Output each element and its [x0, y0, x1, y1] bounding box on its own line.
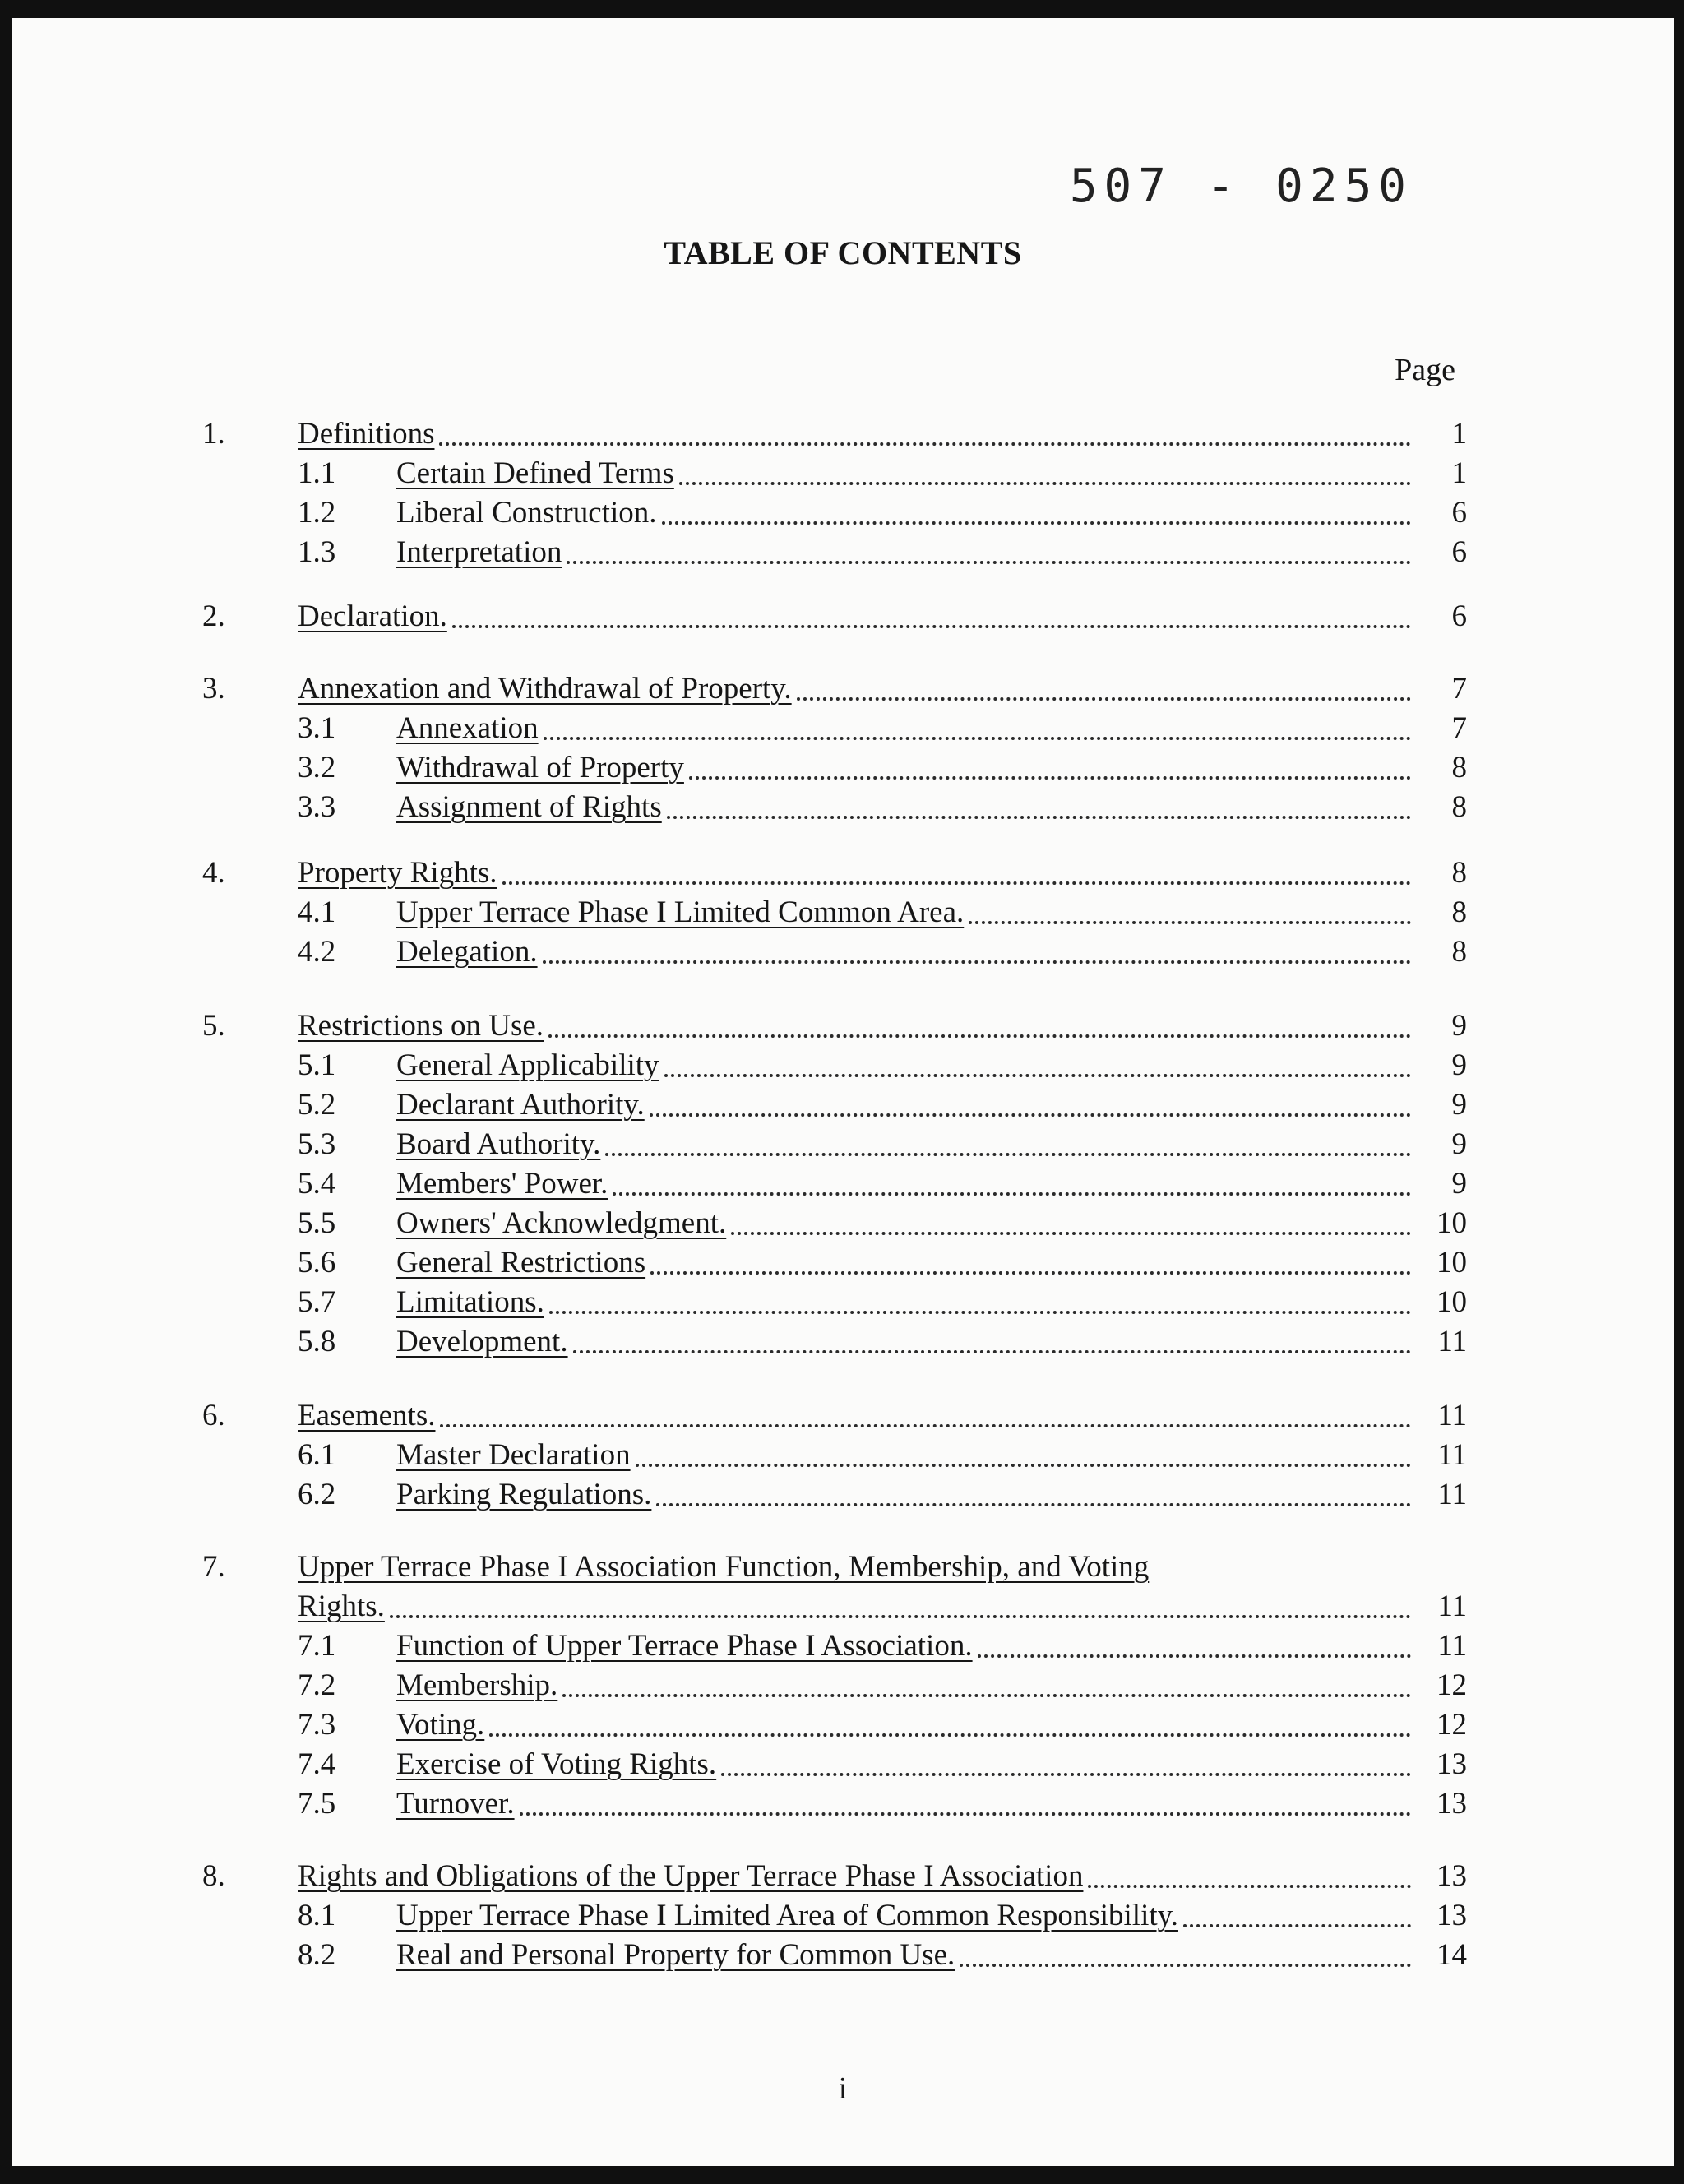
toc-leader-dots [679, 482, 1411, 485]
toc-section-number: 3.2 [298, 751, 336, 784]
toc-page-number: 8 [1451, 751, 1467, 784]
document-page [12, 18, 1674, 2166]
toc-entry-title[interactable]: Voting. [396, 1708, 485, 1742]
toc-row [12, 1125, 1674, 1164]
toc-row [12, 1784, 1674, 1824]
toc-leader-dots [1183, 1924, 1411, 1927]
toc-entry-title[interactable]: Interpretation [396, 535, 562, 569]
toc-section-number: 1.2 [298, 496, 336, 530]
toc-entry-title[interactable]: Limitations. [396, 1285, 544, 1319]
toc-page-number: 11 [1437, 1589, 1467, 1623]
toc-section-number: 5.5 [298, 1206, 336, 1240]
toc-row [12, 1745, 1674, 1784]
toc-leader-dots [731, 1232, 1411, 1235]
toc-leader-dots [390, 1615, 1411, 1618]
toc-entry-title[interactable]: Parking Regulations. [396, 1478, 652, 1511]
toc-entry-title[interactable]: Exercise of Voting Rights. [396, 1747, 717, 1781]
toc-entry-title[interactable]: Members' Power. [396, 1167, 608, 1201]
toc-leader-dots [613, 1192, 1411, 1196]
toc-leader-dots [797, 697, 1411, 701]
toc-row [12, 1896, 1674, 1936]
page-number-footer: i [838, 2071, 848, 2106]
toc-page-number: 7 [1451, 711, 1467, 745]
toc-leader-dots [650, 1113, 1411, 1117]
toc-row [12, 533, 1674, 572]
toc-row [12, 1666, 1674, 1705]
toc-entry-title[interactable]: Real and Personal Property for Common Use. [396, 1938, 955, 1972]
toc-row [12, 454, 1674, 493]
toc-row [12, 1936, 1674, 1975]
toc-entry-title[interactable]: Certain Defined Terms [396, 456, 674, 490]
toc-entry-title[interactable]: Owners' Acknowledgment. [396, 1206, 727, 1240]
toc-page-number: 1 [1451, 417, 1467, 451]
toc-leader-dots [605, 1153, 1411, 1156]
toc-entry-title[interactable]: Upper Terrace Phase I Limited Area of Common Responsibility. [396, 1899, 1178, 1932]
toc-leader-dots [549, 1311, 1411, 1314]
toc-row [12, 1705, 1674, 1745]
toc-leader-dots [662, 521, 1412, 525]
toc-page-number: 10 [1436, 1285, 1467, 1319]
toc-row [12, 854, 1674, 893]
toc-section-number: 7.4 [298, 1747, 336, 1781]
toc-leader-dots [664, 1074, 1411, 1077]
toc-leader-dots [543, 960, 1411, 964]
toc-section-number: 6.1 [298, 1438, 336, 1472]
toc-leader-dots [969, 921, 1411, 924]
toc-page-number: 9 [1451, 1048, 1467, 1082]
toc-page-number: 14 [1436, 1938, 1467, 1972]
toc-leader-dots [489, 1733, 1411, 1737]
toc-row [12, 1283, 1674, 1322]
toc-entry-title[interactable]: General Applicability [396, 1048, 659, 1082]
toc-section-number: 5.1 [298, 1048, 336, 1082]
toc-page-number: 8 [1451, 790, 1467, 824]
toc-entry-title[interactable]: Definitions [298, 417, 435, 451]
toc-row [12, 1164, 1674, 1204]
toc-page-number: 10 [1436, 1206, 1467, 1240]
toc-page-number: 8 [1451, 935, 1467, 969]
table-of-contents [12, 18, 1674, 2166]
toc-section-number: 1.3 [298, 535, 336, 569]
toc-section-number: 5.2 [298, 1088, 336, 1122]
toc-section-number: 6.2 [298, 1478, 336, 1511]
toc-row [12, 669, 1674, 709]
toc-entry-title[interactable]: Liberal Construction. [396, 496, 657, 530]
toc-leader-dots [656, 1503, 1411, 1506]
toc-page-number: 9 [1451, 1127, 1467, 1161]
toc-leader-dots [567, 561, 1411, 564]
toc-row [12, 597, 1674, 636]
toc-leader-dots [960, 1964, 1411, 1967]
toc-page-number: 1 [1451, 456, 1467, 490]
toc-page-number: 12 [1436, 1668, 1467, 1702]
toc-section-number: 3. [202, 672, 225, 706]
toc-leader-dots [439, 442, 1411, 446]
toc-row [12, 1396, 1674, 1436]
toc-leader-dots [573, 1350, 1411, 1353]
toc-leader-dots [502, 881, 1411, 885]
toc-page-number: 9 [1451, 1088, 1467, 1122]
toc-entry-title[interactable]: Function of Upper Terrace Phase I Association. [396, 1629, 973, 1663]
toc-section-number: 5.3 [298, 1127, 336, 1161]
toc-section-number: 1.1 [298, 456, 336, 490]
toc-row [12, 1085, 1674, 1125]
toc-leader-dots [689, 776, 1411, 780]
toc-entry-title[interactable]: General Restrictions [396, 1246, 646, 1279]
toc-page-number: 11 [1437, 1325, 1467, 1358]
toc-page-number: 11 [1437, 1438, 1467, 1472]
toc-section-number: 5.8 [298, 1325, 336, 1358]
toc-entry-title[interactable]: Membership. [396, 1668, 558, 1702]
toc-entry-title[interactable]: Rights. [298, 1589, 385, 1623]
toc-row [12, 414, 1674, 454]
toc-section-number: 3.1 [298, 711, 336, 745]
toc-row [12, 932, 1674, 972]
toc-section-number: 2. [202, 599, 225, 633]
toc-section-number: 3.3 [298, 790, 336, 824]
toc-entry-title[interactable]: Upper Terrace Phase I Limited Common Area. [396, 895, 965, 929]
toc-row [12, 1475, 1674, 1515]
toc-leader-dots [667, 816, 1411, 819]
toc-entry-title[interactable]: Development. [396, 1325, 568, 1358]
toc-section-number: 4.2 [298, 935, 336, 969]
toc-entry-title[interactable]: Assignment of Rights [396, 790, 662, 824]
toc-page-number: 13 [1436, 1787, 1467, 1821]
document-stamp-number: 507 - 0250 [1069, 160, 1413, 213]
page-column-header: Page [1395, 353, 1455, 387]
toc-section-number: 7.5 [298, 1787, 336, 1821]
page-title: TABLE OF CONTENTS [664, 234, 1022, 271]
toc-section-number: 5.6 [298, 1246, 336, 1279]
toc-section-number: 4.1 [298, 895, 336, 929]
toc-section-number: 7.2 [298, 1668, 336, 1702]
toc-leader-dots [636, 1464, 1411, 1467]
toc-page-number: 10 [1436, 1246, 1467, 1279]
toc-page-number: 11 [1437, 1399, 1467, 1432]
toc-entry-title[interactable]: Withdrawal of Property [396, 751, 684, 784]
toc-row [12, 1006, 1674, 1046]
toc-section-number: 1. [202, 417, 225, 451]
toc-leader-dots [650, 1271, 1411, 1275]
toc-entry-title[interactable]: Delegation. [396, 935, 538, 969]
toc-section-number: 7. [202, 1550, 225, 1584]
toc-row [12, 1046, 1674, 1085]
toc-page-number: 12 [1436, 1708, 1467, 1742]
toc-page-number: 13 [1436, 1899, 1467, 1932]
toc-section-number: 5.4 [298, 1167, 336, 1201]
toc-row [12, 493, 1674, 533]
toc-section-number: 4. [202, 856, 225, 890]
toc-page-number: 8 [1451, 895, 1467, 929]
toc-entry-title[interactable]: Annexation [396, 711, 539, 745]
toc-leader-dots [440, 1424, 1411, 1427]
toc-page-number: 13 [1436, 1859, 1467, 1893]
toc-row [12, 788, 1674, 827]
toc-leader-dots [562, 1694, 1411, 1697]
toc-page-number: 9 [1451, 1009, 1467, 1043]
toc-row [12, 1204, 1674, 1243]
toc-row [12, 1626, 1674, 1666]
toc-page-number: 11 [1437, 1478, 1467, 1511]
toc-entry-title[interactable]: Turnover. [396, 1787, 515, 1821]
toc-leader-dots [452, 625, 1411, 628]
toc-section-number: 5. [202, 1009, 225, 1043]
toc-page-number: 13 [1436, 1747, 1467, 1781]
toc-entry-title[interactable]: Annexation and Withdrawal of Property. [298, 672, 792, 706]
toc-page-number: 6 [1451, 496, 1467, 530]
toc-page-number: 11 [1437, 1629, 1467, 1663]
toc-entry-title-line1[interactable]: Upper Terrace Phase I Association Function, Membership, and Voting [298, 1550, 1150, 1584]
toc-entry-title[interactable]: Board Authority. [396, 1127, 601, 1161]
toc-section-number: 6. [202, 1399, 225, 1432]
toc-entry-title[interactable]: Property Rights. [298, 856, 497, 890]
toc-row [12, 1436, 1674, 1475]
toc-page-number: 9 [1451, 1167, 1467, 1201]
toc-section-number: 8. [202, 1859, 225, 1893]
toc-row [12, 893, 1674, 932]
toc-row [12, 1857, 1674, 1896]
toc-entry-title[interactable]: Rights and Obligations of the Upper Terrace Phase I Association [298, 1859, 1084, 1893]
toc-section-number: 7.1 [298, 1629, 336, 1663]
toc-section-number: 8.1 [298, 1899, 336, 1932]
toc-page-number: 6 [1451, 599, 1467, 633]
toc-entry-title[interactable]: Master Declaration [396, 1438, 631, 1472]
toc-entry-title[interactable]: Declarant Authority. [396, 1088, 645, 1122]
toc-page-number: 6 [1451, 535, 1467, 569]
toc-page-number: 8 [1451, 856, 1467, 890]
toc-row [12, 1322, 1674, 1362]
toc-row [12, 709, 1674, 748]
toc-section-number: 7.3 [298, 1708, 336, 1742]
toc-leader-dots [978, 1654, 1411, 1658]
toc-leader-dots [721, 1773, 1411, 1776]
toc-row [12, 1243, 1674, 1283]
toc-section-number: 5.7 [298, 1285, 336, 1319]
toc-leader-dots [544, 737, 1411, 740]
toc-entry-title[interactable]: Declaration. [298, 599, 447, 633]
toc-row [12, 748, 1674, 788]
toc-leader-dots [520, 1812, 1411, 1816]
toc-leader-dots [1088, 1885, 1411, 1888]
toc-page-number: 7 [1451, 672, 1467, 706]
toc-entry-title[interactable]: Restrictions on Use. [298, 1009, 544, 1043]
toc-leader-dots [548, 1034, 1411, 1038]
toc-entry-title[interactable]: Easements. [298, 1399, 436, 1432]
toc-section-number: 8.2 [298, 1938, 336, 1972]
